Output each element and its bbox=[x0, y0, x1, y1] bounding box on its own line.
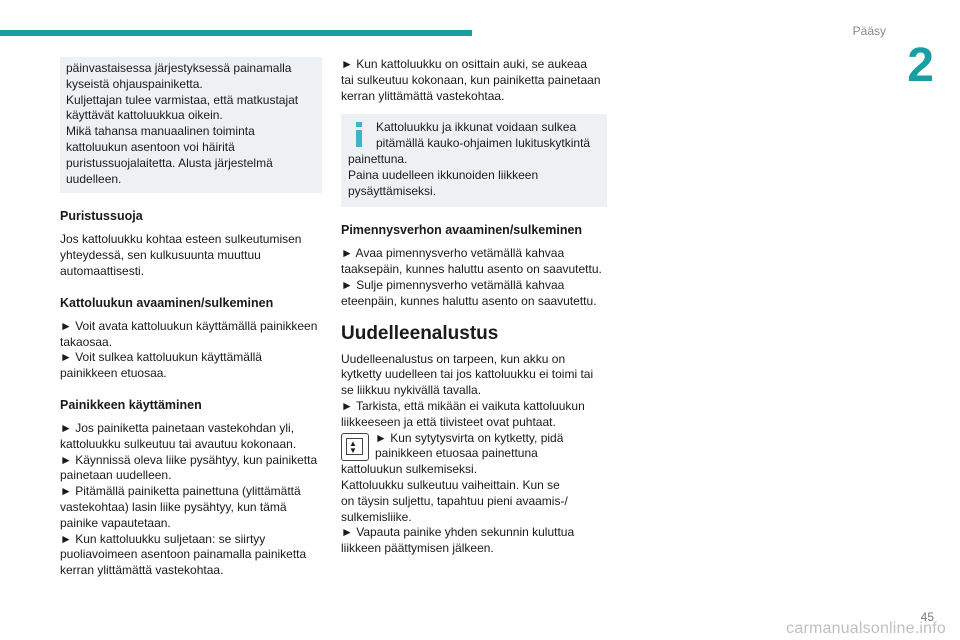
text-line: ► Käynnissä oleva liike pysähtyy, kun painiketta bbox=[60, 452, 318, 467]
text-line: painike vapautetaan. bbox=[60, 515, 171, 530]
heading-sunblind: Pimennysverhon avaaminen/sulkeminen bbox=[341, 223, 583, 238]
text-line: ► Tarkista, että mikään ei vaikuta kattoluukun bbox=[341, 398, 585, 413]
text-line: ► Vapauta painike yhden sekunnin kuluttua bbox=[341, 525, 575, 540]
text-line: ► Pitämällä painiketta painettuna (ylittämättä bbox=[60, 484, 301, 499]
text-line: liikkeen päättymisen jälkeen. bbox=[341, 541, 494, 556]
note-line: kyseistä ohjauspainiketta. bbox=[66, 76, 203, 91]
sunroof-switch-icon: ▲ ▼ bbox=[341, 433, 369, 461]
note-line: uudelleen. bbox=[66, 171, 122, 186]
text-line: ► Kun sytytysvirta on kytketty, pidä bbox=[375, 430, 564, 445]
text-line: ► Jos painiketta painetaan vastekohdan yli, bbox=[60, 420, 295, 435]
info-line: Paina uudelleen ikkunoiden liikkeen bbox=[348, 167, 539, 182]
note-line: käyttävät kattoluukkua oikein. bbox=[66, 108, 223, 123]
text-line: ► Kun kattoluukku suljetaan: se siirtyy bbox=[60, 531, 266, 546]
text-line: kattoluukku sulkeutuu tai avautuu kokonaan. bbox=[60, 436, 297, 451]
heading-anti-pinch: Puristussuoja bbox=[60, 209, 143, 224]
text-line: Kattoluukku sulkeutuu vaiheittain. Kun se bbox=[341, 477, 560, 492]
info-icon bbox=[348, 122, 370, 148]
note-line: Mikä tahansa manuaalinen toiminta bbox=[66, 124, 255, 139]
text-line: ► Kun kattoluukku on osittain auki, se aukeaa bbox=[341, 57, 588, 71]
section-title: Pääsy bbox=[852, 24, 886, 38]
text-line: ► Sulje pimennysverho vetämällä kahvaa bbox=[341, 277, 565, 292]
text-line: ► Voit sulkea kattoluukun käyttämällä bbox=[60, 350, 262, 365]
text-line: painikkeen etuosaa painettuna bbox=[375, 446, 538, 461]
page-number: 45 bbox=[920, 610, 934, 624]
info-box bbox=[341, 114, 607, 207]
chapter-number: 2 bbox=[907, 39, 934, 92]
text-line: puoliavoimeen asentoon painamalla painiketta bbox=[60, 547, 307, 562]
info-line: pysäyttämiseksi. bbox=[348, 183, 437, 198]
info-line: Kattoluukku ja ikkunat voidaan sulkea bbox=[376, 120, 577, 135]
watermark: carmanualsonline.info bbox=[786, 620, 946, 637]
text-line: on täysin suljettu, tapahtuu pieni avaamis-/ bbox=[341, 493, 568, 508]
info-line: pitämällä kauko-ohjaimen lukituskytkintä bbox=[376, 136, 591, 151]
text-line: Uudelleenalustus on tarpeen, kun akku on bbox=[341, 351, 566, 366]
text-line: vastekohtaa) lasin liike pysähtyy, kun tämä bbox=[60, 499, 287, 514]
info-line: painettuna. bbox=[348, 151, 408, 166]
heading-reinitialisation: Uudelleenalustus bbox=[341, 322, 499, 344]
text-line: sulkemisliike. bbox=[341, 509, 412, 524]
left-column bbox=[60, 57, 322, 579]
text-line: liikkeeseen ja että tiivisteet ovat puhtaat. bbox=[341, 414, 556, 429]
text-line: ► Voit avata kattoluukun käyttämällä painikkeen bbox=[60, 318, 318, 333]
note-box bbox=[60, 57, 322, 193]
text-line: tai sulkeutuu kokonaan, kun painiketta painetaan bbox=[341, 72, 601, 87]
text-line: kerran ylittämättä vastekohtaa. bbox=[60, 563, 224, 578]
note-line: puristussuojalaitetta. Alusta järjestelmä bbox=[66, 155, 273, 170]
text-line: kattoluukun sulkemiseksi. bbox=[341, 462, 478, 477]
text-line: painetaan uudelleen. bbox=[60, 468, 172, 483]
text-line: eteenpäin, kunnes haluttu asento on saavutettu. bbox=[341, 293, 597, 308]
right-column bbox=[341, 57, 607, 557]
text-line: automaattisesti. bbox=[60, 263, 145, 278]
text-line: takaosaa. bbox=[60, 334, 113, 349]
text-line: kytketty uudelleen tai jos kattoluukku ei toimi tai bbox=[341, 367, 594, 382]
header-accent-bar bbox=[0, 30, 472, 36]
text-line: ► Avaa pimennysverho vetämällä kahvaa bbox=[341, 246, 565, 261]
text-line: kerran ylittämättä vastekohtaa. bbox=[341, 88, 505, 103]
heading-button-use: Painikkeen käyttäminen bbox=[60, 397, 202, 412]
text-line: se liikkuu nykivällä tavalla. bbox=[341, 383, 482, 398]
note-line: kattoluukun asentoon voi häiritä bbox=[66, 139, 235, 154]
heading-open-close: Kattoluukun avaaminen/sulkeminen bbox=[60, 295, 274, 310]
text-line: taaksepäin, kunnes haluttu asento on saavutettu. bbox=[341, 262, 602, 277]
note-line: Kuljettajan tulee varmistaa, että matkustajat bbox=[66, 92, 299, 107]
text-line: Jos kattoluukku kohtaa esteen sulkeutumisen bbox=[60, 232, 302, 247]
text-line: yhteydessä, sen kulkusuunta muuttuu bbox=[60, 248, 261, 263]
note-line: päinvastaisessa järjestyksessä painamalla bbox=[66, 61, 292, 75]
text-line: painikkeen etuosaa. bbox=[60, 366, 167, 381]
